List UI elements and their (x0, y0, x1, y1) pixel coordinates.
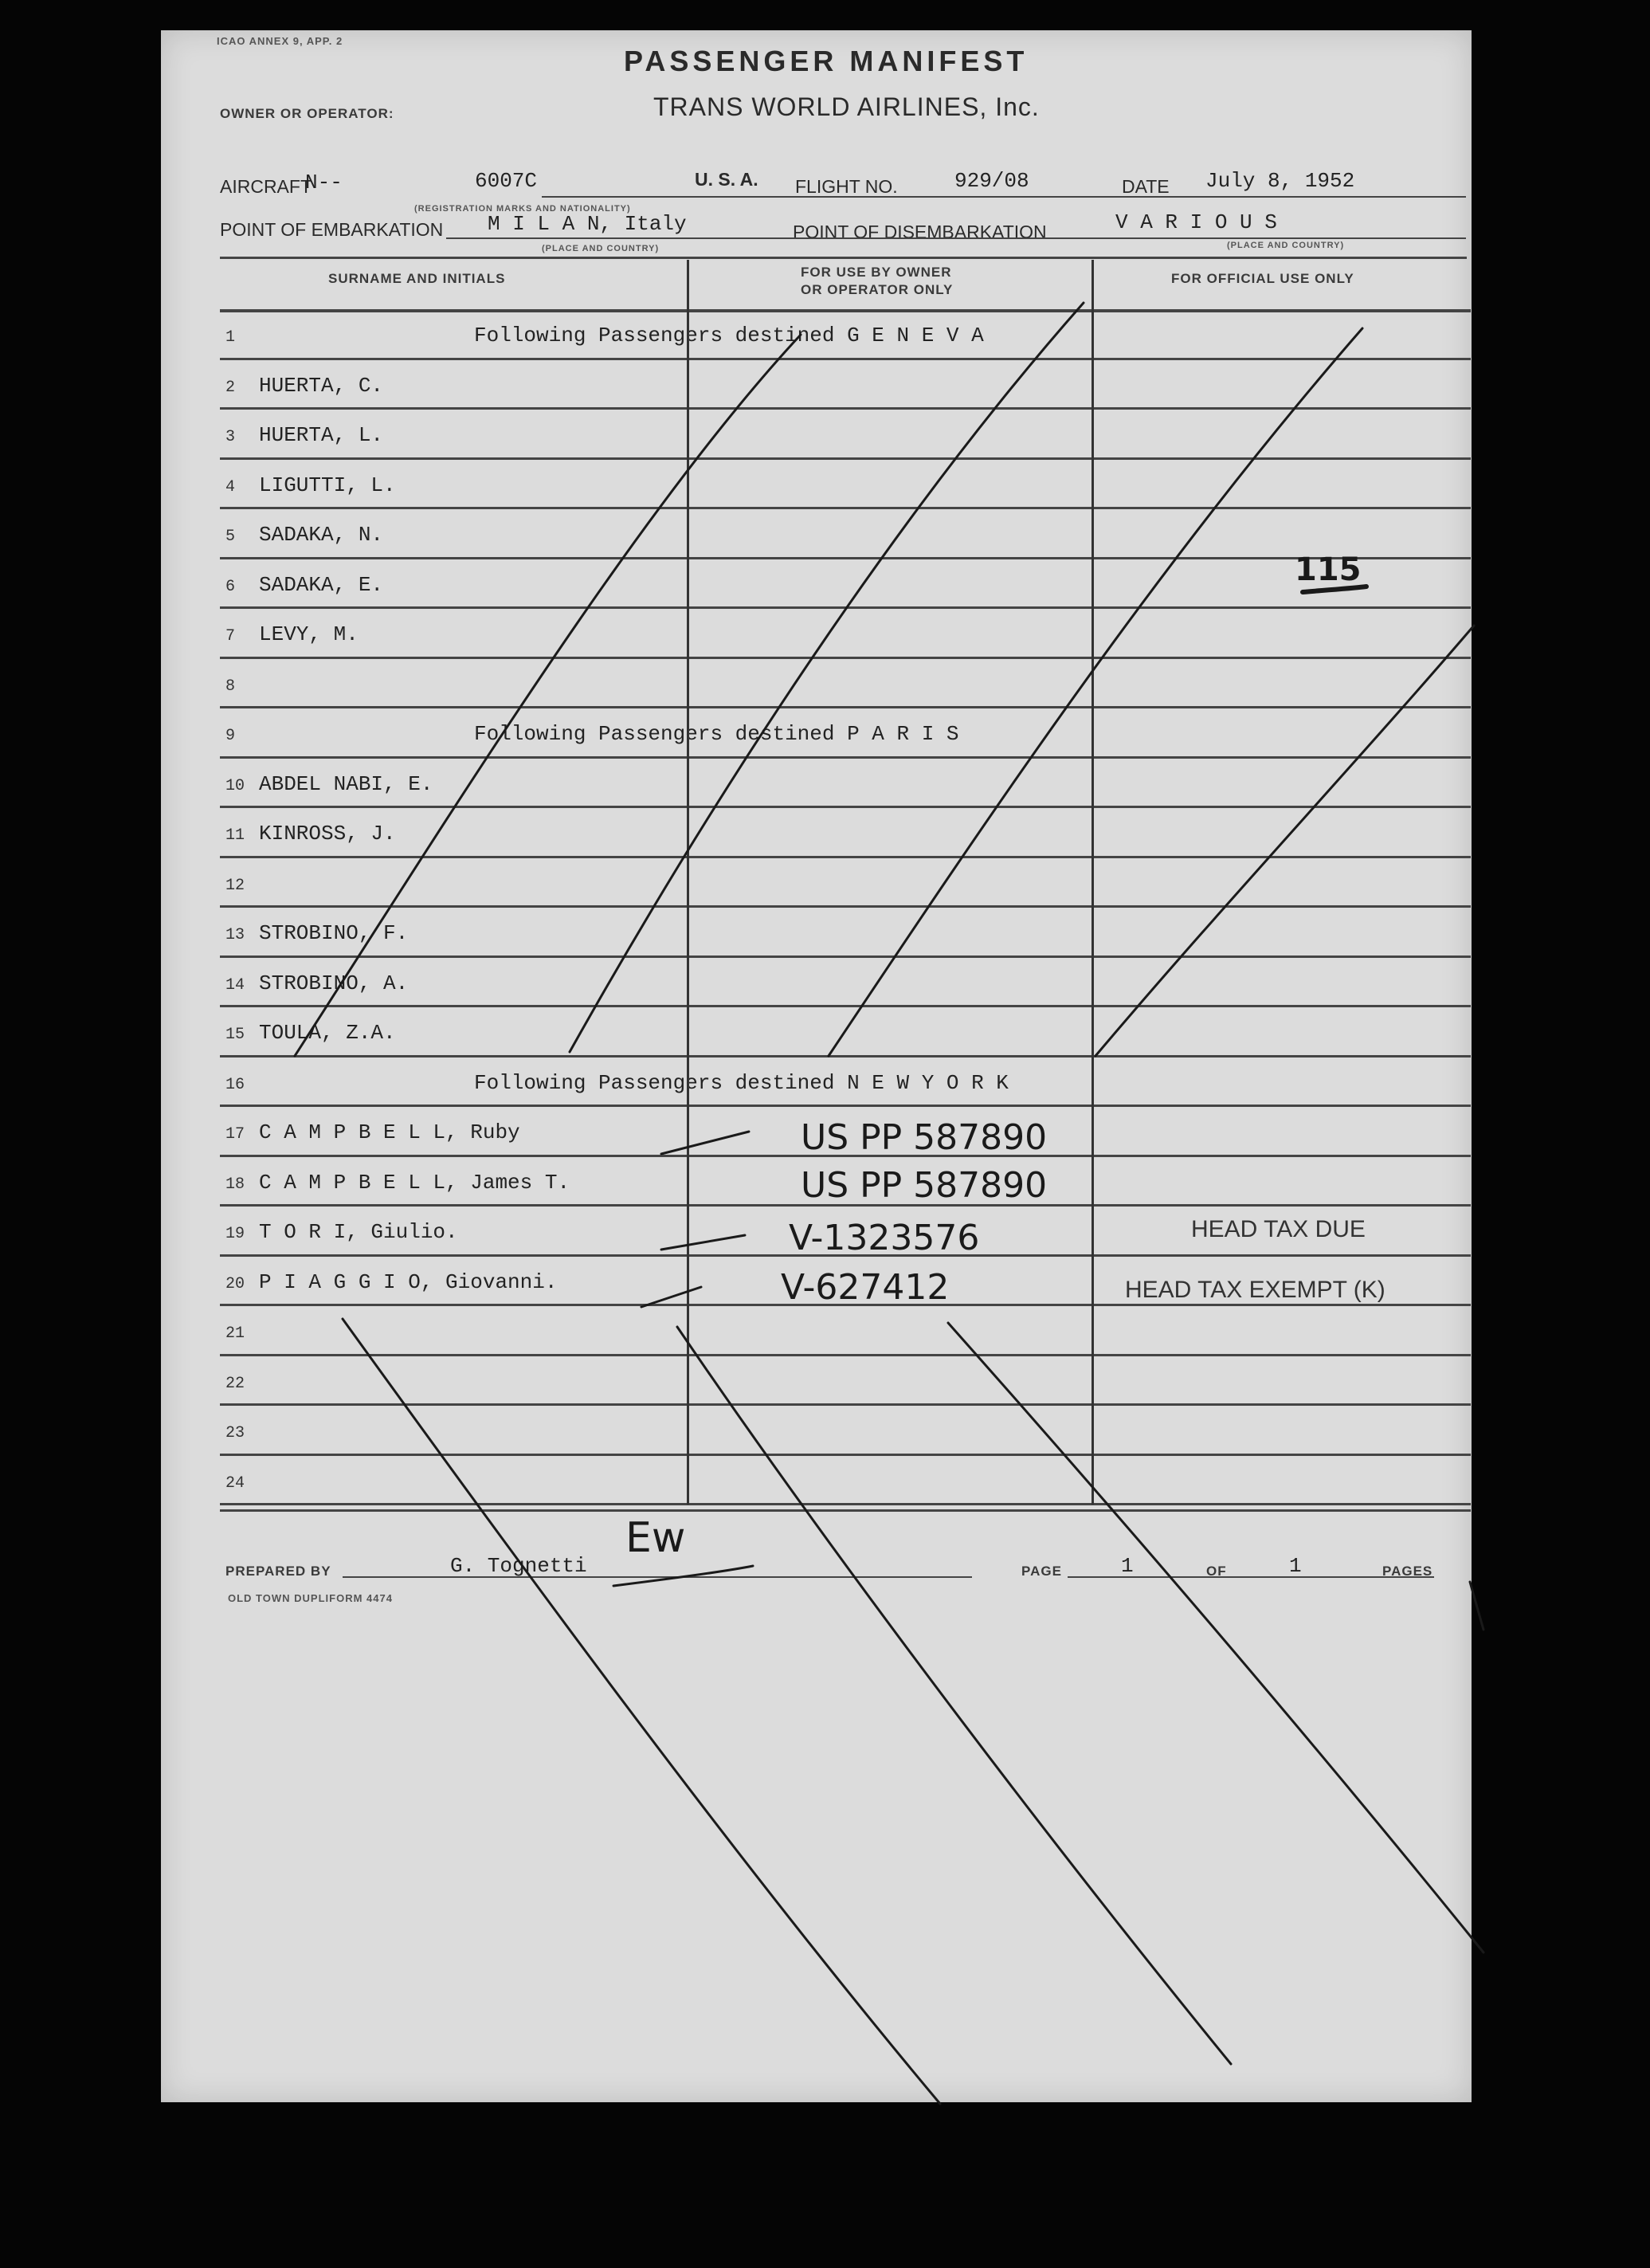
visa-number-row19: V-1323576 (789, 1218, 980, 1258)
strike-line (570, 303, 1084, 1052)
row-number: 21 (225, 1324, 245, 1343)
row-number: 7 (225, 627, 236, 645)
strike-line (948, 1323, 1483, 1952)
dash-mark (641, 1287, 701, 1307)
row-number: 6 (225, 577, 236, 596)
strike-line (295, 335, 801, 1056)
document-title: PASSENGER MANIFEST (624, 45, 1029, 77)
row-number: 11 (225, 826, 245, 845)
airline-name: TRANS WORLD AIRLINES, Inc. (653, 92, 1040, 121)
strike-line (1095, 626, 1474, 1056)
head-tax-due-stamp: HEAD TAX DUE (1191, 1216, 1366, 1242)
row-number: 2 (225, 378, 236, 397)
column-header-owner-1: FOR USE BY OWNER (801, 265, 952, 280)
row-number: 16 (225, 1075, 245, 1094)
strike-line (829, 328, 1362, 1056)
destination-heading: Following Passengers destined N E W Y O R K (474, 1070, 1009, 1095)
passenger-name: SADAKA, E. (259, 572, 384, 597)
passenger-name: LEVY, M. (259, 622, 359, 646)
head-tax-exempt-stamp: HEAD TAX EXEMPT (K) (1125, 1277, 1385, 1303)
passenger-name: SADAKA, N. (259, 523, 384, 547)
row-number: 13 (225, 926, 245, 944)
row-number: 12 (225, 876, 245, 895)
passport-number-row17: US PP 587890 (801, 1117, 1048, 1158)
destination-heading: Following Passengers destined P A R I S (474, 722, 959, 746)
prepared-by-label: PREPARED BY (225, 1564, 331, 1579)
edge-stroke (1470, 1582, 1483, 1630)
row-number: 20 (225, 1274, 245, 1293)
flight-label: FLIGHT NO. (795, 176, 898, 197)
row-number: 15 (225, 1026, 245, 1044)
passenger-name: STROBINO, A. (259, 971, 409, 995)
passenger-name: KINROSS, J. (259, 822, 396, 846)
owner-operator-label: OWNER OR OPERATOR: (220, 106, 394, 121)
flight-date: July 8, 1952 (1205, 169, 1355, 193)
passenger-name: HUERTA, L. (259, 423, 384, 447)
passenger-name: STROBINO, F. (259, 921, 409, 945)
passenger-name: LIGUTTI, L. (259, 473, 396, 497)
passenger-count-note: 115 (1295, 551, 1362, 588)
row-number: 4 (225, 477, 236, 496)
row-number: 17 (225, 1125, 245, 1144)
strike-line (343, 1319, 940, 2104)
disembarkation-place: V A R I O U S (1115, 210, 1277, 234)
page-number: 1 (1121, 1554, 1134, 1578)
country-label: U. S. A. (695, 169, 758, 190)
row-number: 5 (225, 528, 236, 546)
total-pages: 1 (1289, 1554, 1302, 1578)
of-label: OF (1206, 1564, 1227, 1579)
prepared-by-name: G. Tognetti (450, 1554, 587, 1578)
passenger-name: TOULA, Z.A. (259, 1021, 396, 1045)
pages-label: PAGES (1382, 1564, 1433, 1579)
dash-mark (661, 1132, 749, 1154)
registration-note: (REGISTRATION MARKS AND NATIONALITY) (414, 204, 631, 214)
row-number: 18 (225, 1175, 245, 1194)
row-number: 9 (225, 727, 236, 745)
form-number: OLD TOWN DUPLIFORM 4474 (228, 1592, 393, 1604)
dash-mark (661, 1235, 745, 1250)
row-number: 23 (225, 1424, 245, 1442)
aircraft-label: AIRCRAFT (220, 176, 312, 197)
aircraft-prefix: N-- (305, 171, 343, 194)
embarkation-label: POINT OF EMBARKATION (220, 219, 444, 240)
row-number: 3 (225, 428, 236, 446)
passenger-name: ABDEL NABI, E. (259, 771, 433, 796)
destination-heading: Following Passengers destined G E N E V A (474, 324, 984, 347)
row-number: 22 (225, 1374, 245, 1393)
count-underline (1303, 587, 1366, 592)
column-header-owner-2: OR OPERATOR ONLY (801, 282, 954, 297)
flight-number: 929/08 (954, 169, 1029, 193)
dash-mark (613, 1566, 753, 1586)
passenger-name: T O R I, Giulio. (259, 1220, 458, 1244)
column-header-official: FOR OFFICIAL USE ONLY (1171, 271, 1354, 286)
annex-reference: ICAO ANNEX 9, APP. 2 (217, 35, 343, 47)
row-number: 19 (225, 1225, 245, 1243)
row-number: 24 (225, 1473, 245, 1493)
preparer-initials: Ew (625, 1514, 686, 1562)
strike-line (677, 1327, 1231, 2064)
column-header-surname: SURNAME AND INITIALS (328, 271, 506, 286)
passenger-name: HUERTA, C. (259, 373, 384, 398)
row-number: 10 (225, 776, 245, 795)
passenger-name: P I A G G I O, Giovanni. (259, 1269, 558, 1294)
row-number: 8 (225, 677, 236, 696)
disembarkation-label: POINT OF DISEMBARKATION (793, 222, 1047, 242)
visa-number-row20: V-627412 (781, 1267, 950, 1308)
row-number: 1 (225, 328, 236, 347)
page-label: PAGE (1021, 1564, 1062, 1579)
date-label: DATE (1122, 176, 1170, 197)
row-number: 14 (225, 975, 245, 995)
aircraft-registration: 6007C (475, 169, 538, 193)
place-note-disembark: (PLACE AND COUNTRY) (1227, 241, 1345, 250)
passport-number-row18: US PP 587890 (801, 1165, 1048, 1206)
embarkation-place: M I L A N, Italy (488, 212, 687, 236)
place-note-embark: (PLACE AND COUNTRY) (542, 244, 660, 253)
passenger-name: C A M P B E L L, Ruby (259, 1120, 520, 1144)
passenger-name: C A M P B E L L, James T. (259, 1170, 570, 1195)
